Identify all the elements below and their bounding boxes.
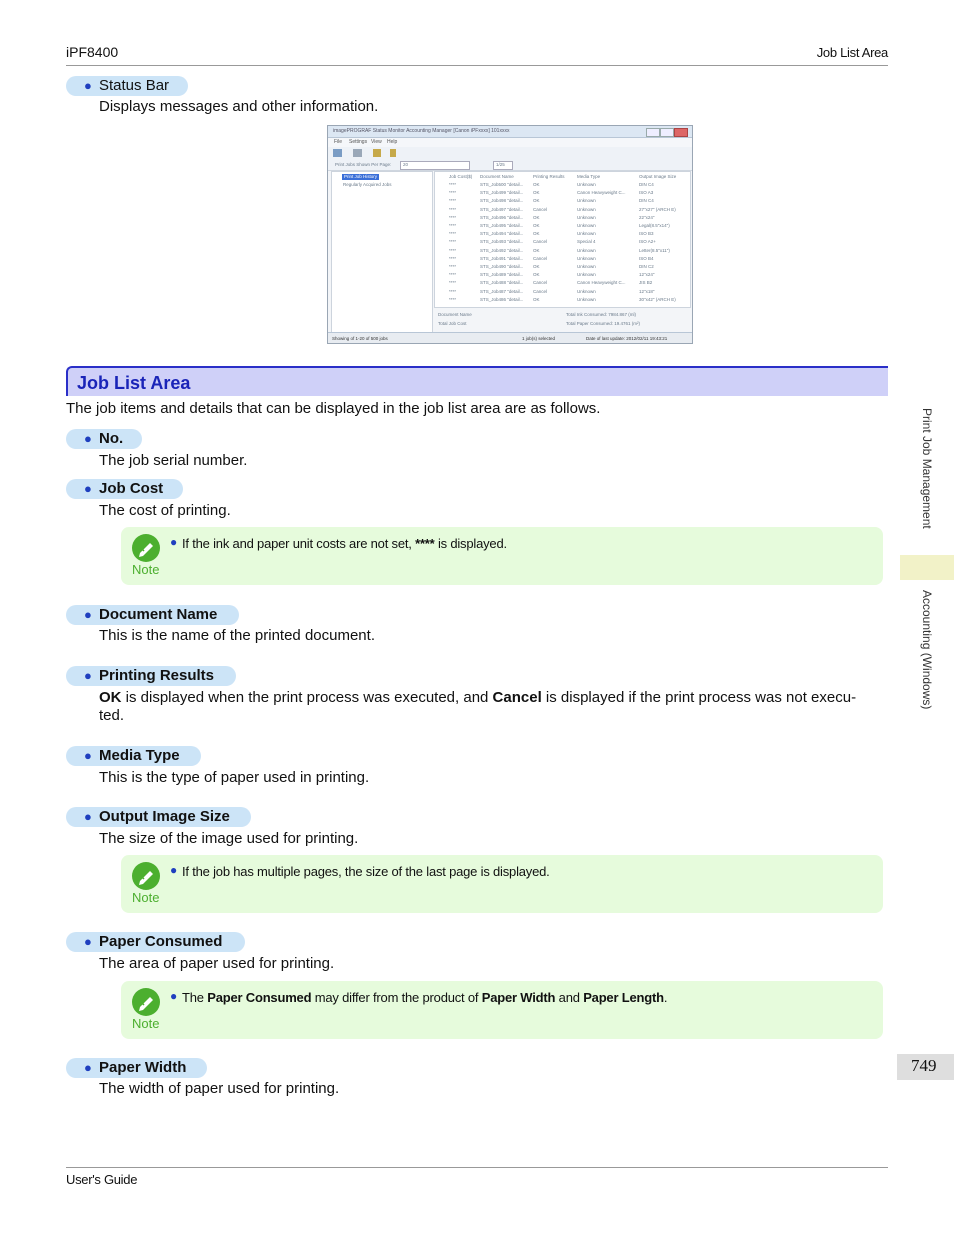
job-row-cell[interactable]: STS_Job494 "detail... [480,231,524,237]
item-paper-consumed-description: The area of paper used for printing. [99,955,335,972]
job-row-cell[interactable]: 22"x24" [639,214,655,220]
job-row-cell[interactable]: OK [533,247,540,253]
tree-item-regular[interactable]: Regularly Acquired Jobs [343,182,392,187]
section-intro: The job items and details that can be displayed in the job list area are as follows. [66,400,601,417]
item-paper-consumed-heading: ● Paper Consumed [66,932,245,952]
bullet-icon: ● [84,481,92,496]
job-row-cell[interactable]: OK [533,214,540,220]
item-document-name-description: This is the name of the printed document. [99,627,375,644]
job-row-cell[interactable]: OK [533,223,540,228]
job-row-cell[interactable]: STS_Job498 "detail... [480,198,524,204]
job-row-cell[interactable]: OK [533,296,540,302]
job-row-cell[interactable]: Legal(8.5"x14") [639,223,670,228]
job-row-cell[interactable]: STS_Job500 "detail... [480,182,524,187]
job-row-cell[interactable]: OK [533,182,540,187]
job-row-cell[interactable]: 12"x24" [639,272,655,278]
bullet-icon: ● [84,431,92,446]
job-row-cell[interactable]: **** [449,206,457,212]
job-row-cell[interactable]: DIN C4 [639,198,654,204]
job-row-cell[interactable]: STS_Job490 "detail... [480,264,524,269]
job-row-cell[interactable]: Unknown [577,296,596,302]
bullet-icon: ● [170,989,178,1003]
job-row-cell[interactable]: Cancel [533,280,548,286]
job-row-cell[interactable]: Canon Heavyweight C... [577,190,626,196]
side-section-tab[interactable]: Accounting (Windows) [920,590,934,710]
job-row-cell[interactable]: DIN C2 [639,264,654,269]
status-bar-heading: ● Status Bar [66,76,188,96]
accounting-manager-screenshot [327,125,693,344]
job-row-cell[interactable]: ISO A2+ [639,239,656,245]
job-row-cell[interactable]: ISO A3 [639,190,654,196]
job-row-cell[interactable]: **** [449,288,457,294]
job-row-cell[interactable]: Cancel [533,288,548,294]
page-toolbar: Print Jobs Shown Per Page: 20 1/25 [328,159,692,171]
item-printing-results-heading: ● Printing Results [66,666,236,686]
job-row-cell[interactable]: OK [533,272,540,278]
job-row-cell[interactable]: **** [449,272,457,278]
item-paper-width-description: The width of paper used for printing. [99,1080,340,1097]
page-number: 749 [897,1054,954,1080]
section-heading: Job List Area [66,366,888,396]
job-row-cell[interactable]: 27"x27" (ARCH E) [639,206,676,212]
job-row-cell[interactable]: **** [449,247,457,253]
col-media-type[interactable]: Media Type [577,174,601,179]
job-row-cell[interactable]: STS_Job491 "detail... [480,255,524,261]
job-row-cell[interactable]: 30"x42" (ARCH E) [639,296,676,302]
job-row-cell[interactable]: Cancel [533,255,548,261]
job-row-cell[interactable]: OK [533,264,540,269]
bullet-icon: ● [84,1060,92,1075]
job-row-cell[interactable]: OK [533,198,540,204]
note-pencil-icon [132,862,160,890]
job-row-cell[interactable]: OK [533,190,540,196]
status-bar-description: Displays messages and other information. [99,98,379,115]
item-output-image-size-description: The size of the image used for printing. [99,830,359,847]
job-row-cell[interactable]: Cancel [533,239,548,245]
job-row-cell[interactable]: Unknown [577,198,596,204]
job-row-cell[interactable]: STS_Job489 "detail... [480,272,524,278]
item-paper-width-heading: ● Paper Width [66,1058,207,1078]
job-row-cell[interactable]: STS_Job497 "detail... [480,206,524,212]
item-job-cost-description: The cost of printing. [99,502,231,519]
tree-item-history[interactable]: Print Job History [344,174,378,179]
bullet-icon: ● [84,607,92,622]
job-row-cell[interactable]: Cancel [533,206,548,212]
menu-file[interactable]: File [334,139,343,145]
item-no-heading: ● No. [66,429,142,449]
page-field[interactable]: 1/25 [493,161,513,170]
bullet-icon: ● [84,668,92,683]
item-output-image-size-heading: ● Output Image Size [66,807,251,827]
bullet-icon: ● [170,535,178,549]
job-row-cell[interactable]: ISO B4 [639,255,654,261]
bullet-icon: ● [84,78,92,93]
job-row-cell[interactable]: **** [449,264,457,269]
note-output-image-size: Note ● If the job has multiple pages, the size of the last page is displayed. [121,855,883,913]
bullet-icon: ● [84,809,92,824]
job-row-cell[interactable]: STS_Job499 "detail... [480,190,524,196]
job-list-table [434,171,691,308]
note-paper-consumed: Note ● The Paper Consumed may differ from the product of Paper Width and Paper Length. [121,981,883,1039]
job-row-cell[interactable]: Unknown [577,247,596,253]
details-pane: Document Name Total Job Cost Total Ink Consumed: 7984.867 (ml) Total Paper Consumed: 19.4761 (m²) [434,308,689,331]
maximize-icon[interactable] [660,128,674,137]
header-rule [66,65,888,66]
job-row-cell[interactable]: **** [449,239,457,245]
window-titlebar: imagePROGRAF Status Monitor Accounting Manager [Canon iPFxxxx] 101xxxx [328,126,692,138]
job-row-cell[interactable]: Unknown [577,272,596,278]
job-row-cell[interactable]: Unknown [577,264,596,269]
footer-guide: User's Guide [66,1172,138,1187]
item-printing-results-description: OK is displayed when the print process was executed, and Cancel is displayed if the print process was not execu- ted. [99,689,857,724]
col-output-image-size[interactable]: Output Image Size [639,174,677,179]
job-row-cell[interactable]: Special 4 [577,239,596,245]
minimize-icon[interactable] [646,128,660,137]
menu-settings[interactable]: Settings [349,139,368,145]
job-row-cell[interactable]: Unknown [577,231,596,237]
job-tree [331,171,433,333]
item-job-cost-heading: ● Job Cost [66,479,183,499]
job-row-cell[interactable]: STS_Job495 "detail... [480,223,524,228]
job-row-cell[interactable]: OK [533,231,540,237]
job-row-cell[interactable]: STS_Job492 "detail... [480,247,524,253]
job-row-cell[interactable]: JIS B2 [639,280,653,286]
job-row-cell[interactable]: Letter(8.5"x11") [639,247,670,253]
job-row-cell[interactable]: **** [449,198,457,204]
bullet-icon: ● [170,863,178,877]
job-row-cell[interactable]: STS_Job488 "detail... [480,280,524,286]
job-row-cell[interactable]: **** [449,280,457,286]
col-job-cost[interactable]: Job Cost($) [449,174,473,179]
bullet-icon: ● [84,934,92,949]
job-row-cell[interactable]: **** [449,223,457,228]
job-row-cell[interactable]: ISO B3 [639,231,654,237]
job-row-cell[interactable]: **** [449,214,457,220]
close-icon[interactable] [674,128,688,137]
note-pencil-icon [132,534,160,562]
job-row-cell[interactable]: Canon Heavyweight C... [577,280,626,286]
side-chapter-tab[interactable]: Print Job Management [920,408,934,529]
job-row-cell[interactable]: **** [449,182,457,187]
window-status-bar: Showing of 1-20 of 500 jobs 1 job(s) selected Date of last update: 2012/02/11 19:43:21 [328,332,692,344]
job-row-cell[interactable]: **** [449,255,457,261]
bullet-icon: ● [84,748,92,763]
footer-rule [66,1167,888,1168]
job-row-cell[interactable]: 12"x18" [639,288,655,294]
job-row-cell[interactable]: **** [449,231,457,237]
item-media-type-heading: ● Media Type [66,746,201,766]
job-row-cell[interactable]: Unknown [577,214,596,220]
menu-bar [328,138,692,147]
job-row-cell[interactable]: **** [449,296,457,302]
job-row-cell[interactable]: STS_Job493 "detail... [480,239,524,245]
side-tab-highlight [900,555,954,580]
note-pencil-icon [132,988,160,1016]
col-document-name[interactable]: Document Name [480,174,514,179]
job-row-cell[interactable]: Unknown [577,182,596,187]
job-row-cell[interactable]: Unknown [577,223,596,228]
job-row-cell[interactable]: Unknown [577,255,596,261]
job-row-cell[interactable]: STS_Job486 "detail... [480,296,524,302]
per-page-select[interactable]: 20 [400,161,470,170]
item-media-type-description: This is the type of paper used in printing. [99,769,370,786]
job-row-cell[interactable]: Unknown [577,288,596,294]
note-job-cost: Note ● If the ink and paper unit costs are not set, **** is displayed. [121,527,883,585]
job-row-cell[interactable]: DIN C4 [639,182,654,187]
menu-view[interactable]: View [371,139,382,145]
menu-help[interactable]: Help [387,139,398,145]
header-model: iPF8400 [66,44,119,60]
item-no-description: The job serial number. [99,452,248,469]
col-printing-results[interactable]: Printing Results [533,174,565,179]
header-section: Job List Area [816,45,888,60]
job-row-cell[interactable]: STS_Job496 "detail... [480,214,524,220]
item-document-name-heading: ● Document Name [66,605,239,625]
job-row-cell[interactable]: STS_Job487 "detail... [480,288,524,294]
job-row-cell[interactable]: **** [449,190,457,196]
job-row-cell[interactable]: Unknown [577,206,596,212]
